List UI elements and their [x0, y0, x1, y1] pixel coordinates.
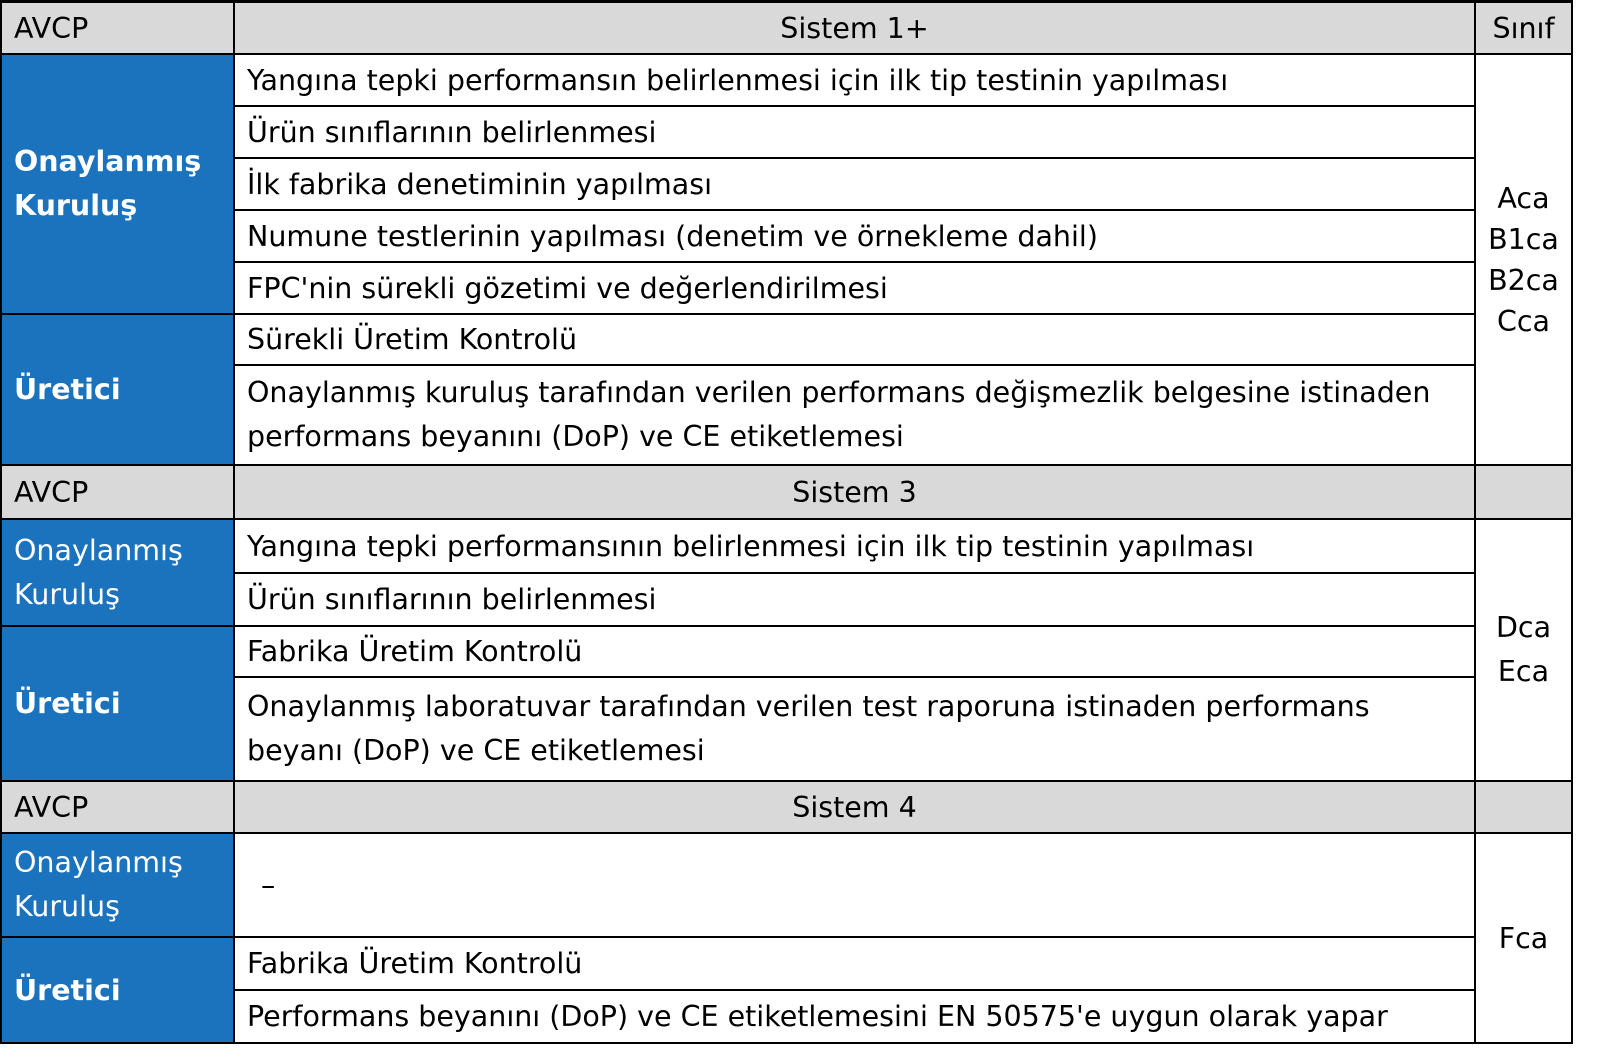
avcp-header-3: AVCP — [2, 466, 235, 520]
system-header-1: Sistem 1+ — [235, 3, 1476, 55]
task-cell: Sürekli Üretim Kontrolü — [235, 315, 1476, 366]
class-list-1 — [1476, 55, 1573, 466]
task-cell: Yangına tepki performansın belirlenmesi için ilk tip testinin yapılması — [235, 55, 1476, 107]
class-header-empty — [1476, 466, 1573, 520]
task-cell: İlk fabrika denetiminin yapılması — [235, 159, 1476, 211]
role-label-line2: Kuruluş — [14, 189, 138, 222]
system-header-4: Sistem 4 — [235, 782, 1476, 834]
role-notified-body-1 — [2, 55, 235, 315]
class-value: Cca — [1496, 304, 1551, 338]
role-label-line2: Kuruluş — [14, 577, 120, 611]
role-label-line1: Onaylanmış — [14, 145, 202, 178]
task-cell: Onaylanmış laboratuvar tarafından verilen test raporuna istinaden performans beyanı (DoP) ve CE etiketlemesi — [235, 678, 1476, 782]
task-cell: Ürün sınıflarının belirlenmesi — [235, 574, 1476, 627]
class-value: Dca — [1495, 611, 1552, 644]
role-manufacturer-1: Üretici — [2, 315, 235, 466]
task-cell: Yangına tepki performansının belirlenmesi için ilk tip testinin yapılması — [235, 520, 1476, 574]
avcp-header-4: AVCP — [2, 782, 235, 834]
class-list-4 — [1476, 834, 1573, 1044]
task-cell: FPC'nin sürekli gözetimi ve değerlendirilmesi — [235, 263, 1476, 315]
class-value: Fca — [1498, 921, 1549, 955]
task-cell: Onaylanmış kuruluş tarafından verilen performans değişmezlik belgesine istinaden performans beyanını (DoP) ve CE etiketlemesi — [235, 366, 1476, 466]
class-value: B1ca — [1488, 222, 1559, 256]
avcp-header-1: AVCP — [2, 3, 235, 55]
role-label-line1: Onaylanmış — [14, 533, 183, 567]
task-cell: Ürün sınıflarının belirlenmesi — [235, 107, 1476, 159]
task-cell: Performans beyanını (DoP) ve CE etiketlemesini EN 50575'e uygun olarak yapar — [235, 991, 1476, 1044]
role-label-line2: Kuruluş — [14, 890, 120, 923]
class-value: Eca — [1497, 655, 1550, 688]
task-cell: Fabrika Üretim Kontrolü — [235, 627, 1476, 678]
role-manufacturer-3: Üretici — [2, 627, 235, 782]
class-header: Sınıf — [1476, 3, 1573, 55]
class-list-3 — [1476, 520, 1573, 782]
class-header-empty — [1476, 782, 1573, 834]
task-cell: Numune testlerinin yapılması (denetim ve örnekleme dahil) — [235, 211, 1476, 263]
role-notified-body-4 — [2, 834, 235, 938]
class-value: Aca — [1497, 181, 1550, 215]
system-header-3: Sistem 3 — [235, 466, 1476, 520]
role-notified-body-3 — [2, 520, 235, 627]
class-value: B2ca — [1488, 263, 1559, 297]
role-label-line1: Onaylanmış — [14, 846, 183, 879]
task-cell-empty: – — [235, 834, 1476, 938]
task-cell: Fabrika Üretim Kontrolü — [235, 938, 1476, 991]
role-manufacturer-4: Üretici — [2, 938, 235, 1044]
